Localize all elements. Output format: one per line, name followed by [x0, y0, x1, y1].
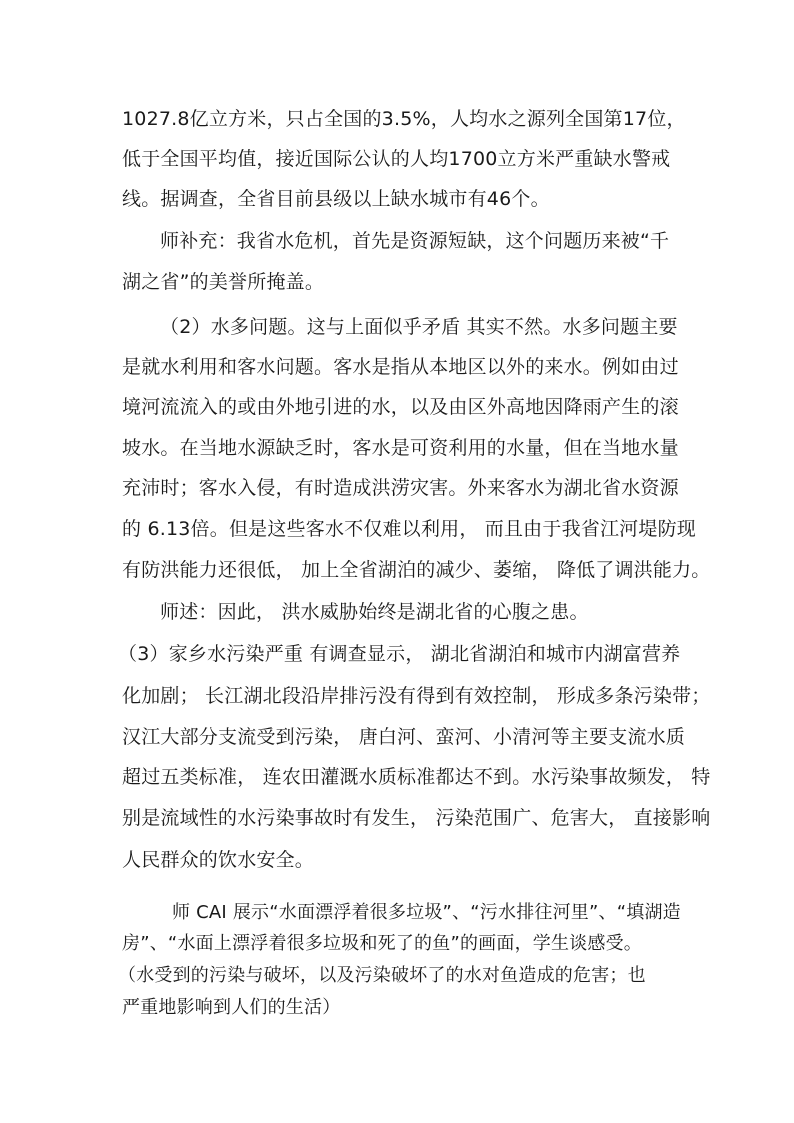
text-line: 超过五类标准， 连农田灌溉水质标准都达不到。水污染事故频发， 特 — [122, 766, 711, 788]
text-line: 房”、“水面上漂浮着很多垃圾和死了的鱼”的画面，学生谈感受。 — [122, 933, 642, 954]
text-line: 师 CAI 展示“水面漂浮着很多垃圾”、“污水排往河里”、“填湖造 — [172, 902, 681, 923]
text-line: 化加剧； 长江湖北段沿岸排污没有得到有效控制， 形成多条污染带； — [122, 685, 711, 707]
text-line: 有防洪能力还很低， 加上全省湖泊的减少、萎缩， 降低了调洪能力。 — [122, 559, 711, 581]
text-line: 师述：因此， 洪水威胁始终是湖北省的心腹之患。 — [160, 601, 589, 623]
text-line: 严重地影响到人们的生活） — [122, 997, 341, 1018]
text-line: （3）家乡水污染严重 有调查显示， 湖北省湖泊和城市内湖富营养 — [118, 643, 681, 665]
text-line: （水受到的污染与破坏，以及污染破坏了的水对鱼造成的危害；也 — [118, 965, 646, 986]
text-line: 线。据调查，全省目前县级以上缺水城市有46个。 — [122, 188, 550, 210]
text-line: 人民群众的饮水安全。 — [122, 849, 315, 871]
text-line: 境河流流入的或由外地引进的水，以及由区外高地因降雨产生的滚 — [122, 396, 679, 418]
text-line: 师补充：我省水危机，首先是资源短缺，这个问题历来被“千 — [160, 230, 670, 252]
text-line: 的 6.13倍。但是这些客水不仅难以利用， 而且由于我省江河堤防现 — [122, 518, 696, 540]
text-line: 1027.8亿立方米，只占全国的3.5%，人均水之源列全国第17位， — [122, 108, 686, 130]
text-line: 坡水。在当地水源缺乏时，客水是可资利用的水量，但在当地水量 — [122, 437, 679, 459]
text-line: （2）水多问题。这与上面似乎矛盾 其实不然。水多问题主要 — [160, 316, 678, 338]
text-line: 汉江大部分支流受到污染， 唐白河、蛮河、小清河等主要支流水质 — [122, 726, 686, 748]
text-line: 别是流域性的水污染事故时有发生， 污染范围广、危害大， 直接影响 — [122, 807, 711, 829]
text-line: 充沛时；客水入侵，有时造成洪涝灾害。外来客水为湖北省水资源 — [122, 477, 679, 499]
text-line: 湖之省”的美誉所掩盖。 — [122, 271, 325, 293]
text-line: 是就水利用和客水问题。客水是指从本地区以外的来水。例如由过 — [122, 356, 679, 378]
text-line: 低于全国平均值，接近国际公认的人均1700立方米严重缺水警戒 — [122, 148, 671, 170]
